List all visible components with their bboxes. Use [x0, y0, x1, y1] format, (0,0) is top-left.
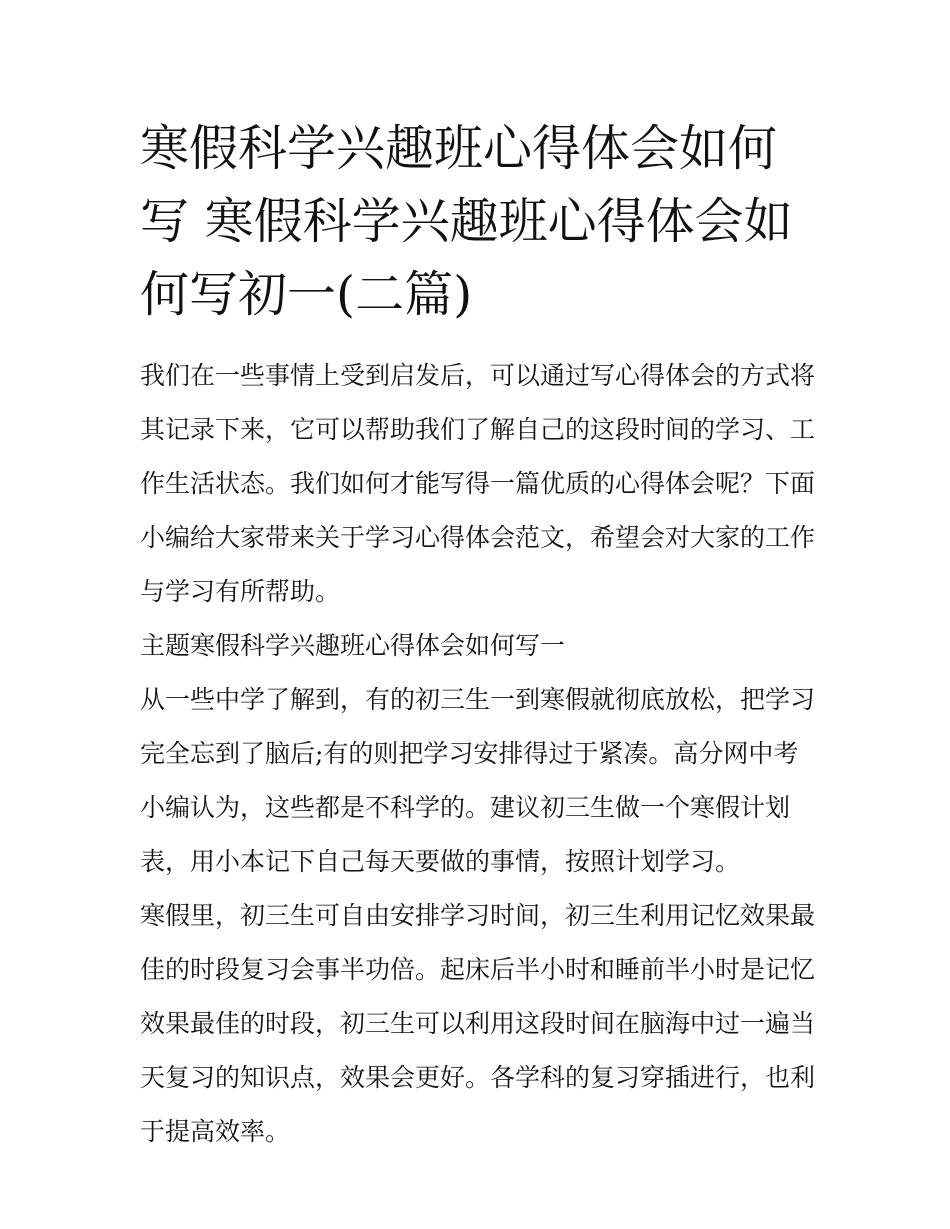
document-body: [140, 349, 820, 1159]
section-heading: 主题寒假科学兴趣班心得体会如何写一: [140, 631, 566, 660]
intro-paragraph: 我们在一些事情上受到启发后，可以通过写心得体会的方式将其记录下来，它可以帮助我们了解自己的这段时间的学习、工作生活状态。我们如何才能写得一篇优质的心得体会呢？下面小编给大家带来关于学习心得体会范文，希望会对大家的工作与学习有所帮助。: [140, 361, 816, 606]
document-title: 寒假科学兴趣班心得体会如何写 寒假科学兴趣班心得体会如何写初一(二篇): [140, 120, 793, 323]
document-page: [140, 112, 820, 1159]
body-paragraph: 从一些中学了解到，有的初三生一到寒假就彻底放松，把学习完全忘到了脑后;有的则把学习安排得过于紧凑。高分网中考小编认为，这些都是不科学的。建议初三生做一个寒假计划表，用小本记下自己每天要做的事情，按照计划学习。: [140, 685, 816, 876]
body-paragraph: 寒假里，初三生可自由安排学习时间，初三生利用记忆效果最佳的时段复习会事半功倍。起床后半小时和睡前半小时是记忆效果最佳的时段，初三生可以利用这段时间在脑海中过一遍当天复习的知识点，效果会更好。各学科的复习穿插进行，也利于提高效率。: [140, 901, 816, 1146]
